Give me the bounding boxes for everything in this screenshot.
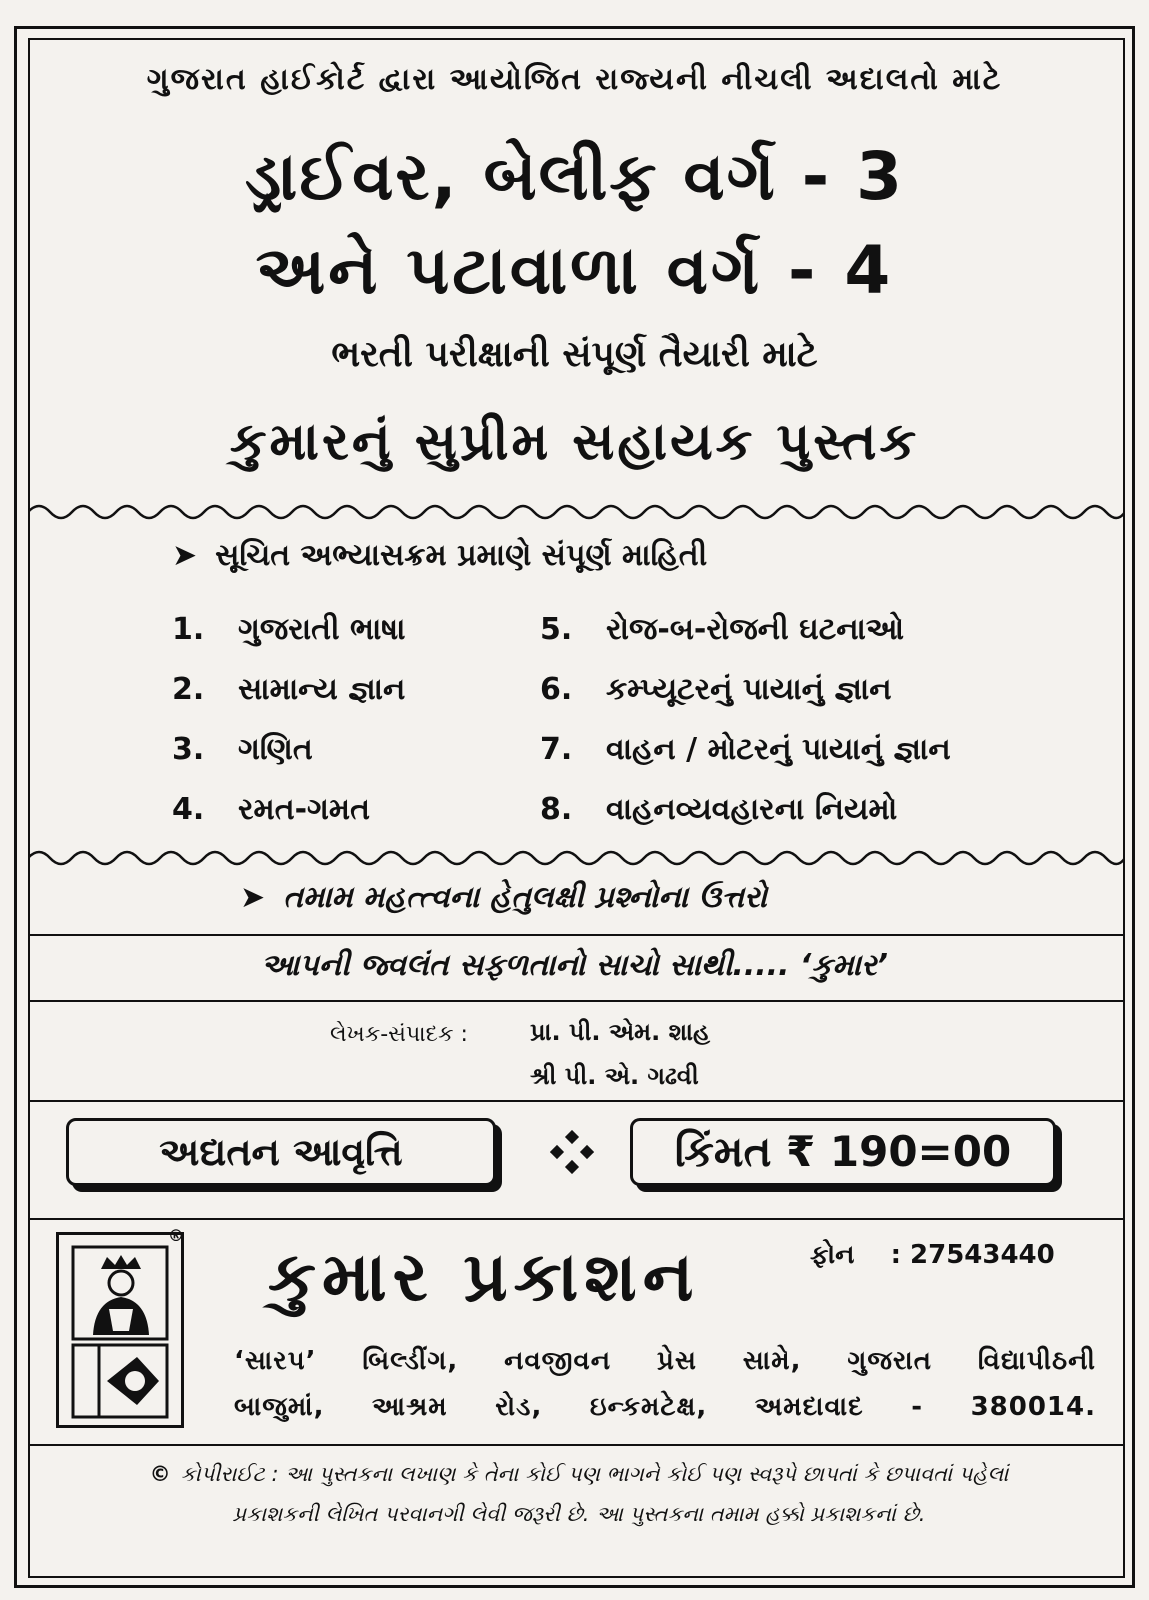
publisher-logo: [56, 1232, 184, 1428]
address-line-2: બાજુમાં, આશ્રમ રોડ, ઇન્કમટેક્ષ, અમદાવાદ - 380014.: [234, 1392, 1096, 1422]
topic-number: 6.: [540, 672, 573, 707]
copyright-line-1: [44, 1462, 1114, 1487]
author-name: શ્રી પી. એ. ગઢવી: [530, 1062, 699, 1090]
copyright-line-2: પ્રકાશકની લેખિત પરવાનગી લેવી જરૂરી છે. આ પુસ્તકના તમામ હક્કો પ્રકાશકનાં છે.: [232, 1502, 926, 1526]
topic-number: 3.: [172, 732, 205, 767]
objective-row: [240, 880, 767, 915]
publisher-name: કુમાર પ્રકાશન: [268, 1238, 700, 1317]
price-box: કિંમત ₹ 190=00: [630, 1118, 1056, 1186]
divider: [28, 1218, 1125, 1220]
wavy-divider-top: [28, 500, 1125, 524]
arrow-icon: ➤: [172, 538, 198, 573]
phone-number: : 27543440: [890, 1240, 1055, 1270]
title-line-1: ડ્રાઈવર, બેલીફ વર્ગ - 3: [244, 138, 905, 215]
topic-number: 1.: [172, 612, 205, 647]
topic-item: [540, 732, 951, 767]
topic-item: [172, 792, 370, 827]
topic-number: 2.: [172, 672, 205, 707]
topic-number: 7.: [540, 732, 573, 767]
wavy-divider-bottom: [28, 846, 1125, 870]
divider: [28, 1000, 1125, 1002]
title-line-2: અને પટાવાળા વર્ગ - 4: [255, 232, 894, 309]
divider: [28, 1100, 1125, 1102]
arrow-icon: ➤: [240, 880, 266, 915]
phone-row: [810, 1240, 1055, 1271]
topic-label: ગણિત: [238, 732, 313, 767]
phone-label: ફોન: [810, 1240, 855, 1270]
topic-item: [540, 612, 904, 647]
divider: [28, 934, 1125, 936]
topic-item: [172, 672, 405, 707]
copyright-symbol: ©: [149, 1462, 171, 1486]
tagline: આપની જ્વલંત સફળતાનો સાચો સાથી..... ‘કુમાર’: [261, 948, 888, 983]
topic-label: કમ્પ્યૂટરનું પાયાનું જ્ઞાન: [606, 672, 892, 707]
syllabus-heading: સૂચિત અભ્યાસક્રમ પ્રમાણે સંપૂર્ણ માહિતી: [215, 538, 708, 573]
topic-label: વાહન / મોટરનું પાયાનું જ્ઞાન: [606, 732, 951, 767]
topic-item: [172, 612, 406, 647]
topic-label: રમત-ગમત: [238, 792, 371, 827]
topic-item: [172, 732, 313, 767]
address-line-1: ‘સારપ’ બિલ્ડીંગ, નવજીવન પ્રેસ સામે, ગુજરાત વિદ્યાપીઠની: [234, 1346, 1096, 1376]
syllabus-heading-row: [172, 538, 707, 573]
author-name: પ્રા. પી. એમ. શાહ: [530, 1018, 711, 1046]
authors-label: લેખક-સંપાદક :: [330, 1022, 468, 1047]
topic-number: 8.: [540, 792, 573, 827]
topic-label: વાહનવ્યવહારના નિયમો: [606, 792, 898, 827]
registered-mark: ®: [168, 1226, 184, 1245]
edition-box: અદ્યતન આવૃત્તિ: [66, 1118, 496, 1186]
topic-label: સામાન્ય જ્ઞાન: [238, 672, 406, 707]
diamond-ornament-icon: [550, 1130, 594, 1174]
topic-item: [540, 672, 892, 707]
header-subtitle: ગુજરાત હાઈકોર્ટ દ્વારા આયોજિત રાજ્યની નીચલી અદાલતો માટે: [146, 62, 1003, 97]
copyright-text-1: કોપીરાઈટ : આ પુસ્તકના લખાણ કે તેના કોઈ પણ ભાગને કોઈ પણ સ્વરૂપે છાપતાં કે છપાવતાં પહેલાં: [180, 1462, 1009, 1486]
topic-number: 4.: [172, 792, 205, 827]
objective-line: તમામ મહત્ત્વના હેતુલક્ષી પ્રશ્નોના ઉત્તરો: [283, 880, 767, 915]
prep-line: ભરતી પરીક્ષાની સંપૂર્ણ તૈયારી માટે: [331, 334, 818, 375]
topic-label: રોજ-બ-રોજની ઘટનાઓ: [606, 612, 905, 647]
topic-label: ગુજરાતી ભાષા: [238, 612, 406, 647]
book-name: કુમારનું સુપ્રીમ સહાયક પુસ્તક: [229, 412, 920, 472]
topic-item: [540, 792, 897, 827]
divider: [28, 1444, 1125, 1446]
topic-number: 5.: [540, 612, 573, 647]
